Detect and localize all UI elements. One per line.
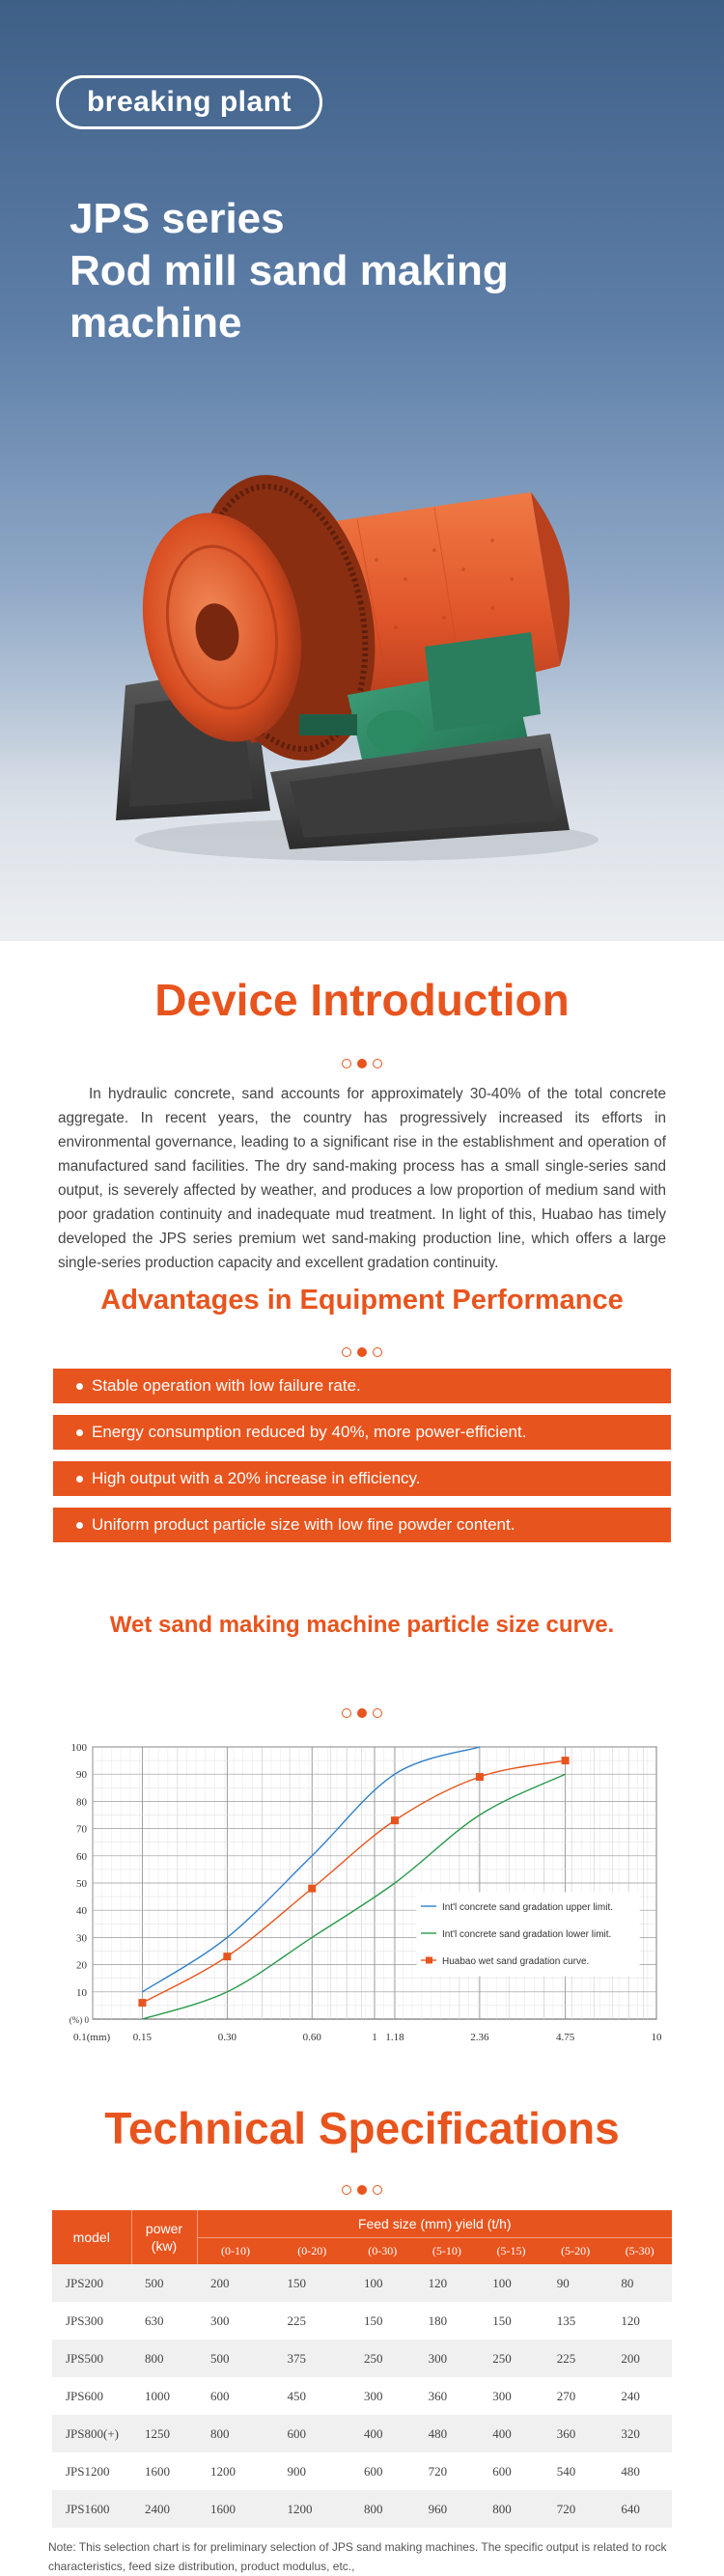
x-tick-label: 10 bbox=[651, 2032, 662, 2043]
power-cell: 800 bbox=[131, 2340, 197, 2377]
decor-dots bbox=[0, 1347, 724, 1357]
yield-cell: 270 bbox=[543, 2377, 608, 2415]
bullet-icon bbox=[76, 1429, 83, 1436]
yield-cell: 120 bbox=[415, 2264, 480, 2302]
advantages-list bbox=[53, 1369, 671, 1542]
model-cell: JPS1200 bbox=[52, 2452, 131, 2490]
yield-cell: 800 bbox=[479, 2490, 543, 2528]
yield-cell: 960 bbox=[415, 2490, 480, 2528]
yield-cell: 300 bbox=[350, 2377, 415, 2415]
model-cell: JPS300 bbox=[52, 2302, 131, 2340]
yield-cell: 200 bbox=[197, 2264, 274, 2302]
dot-icon bbox=[373, 1059, 382, 1068]
advantage-text: High output with a 20% increase in efficiency. bbox=[92, 1469, 421, 1487]
bullet-icon bbox=[76, 1476, 83, 1482]
dot-icon bbox=[342, 1347, 351, 1357]
spec-note: Note: This selection chart is for preliminary selection of JPS sand making machines. The specific output is related to rock characteristics, feed size distribution, product modulus, etc., bbox=[48, 2540, 667, 2573]
intro-heading: Device Introduction bbox=[154, 975, 570, 1025]
dot-icon bbox=[357, 1059, 367, 1068]
x-tick-label: 1.18 bbox=[385, 2032, 404, 2043]
power-cell: 2400 bbox=[131, 2490, 197, 2528]
yield-cell: 300 bbox=[479, 2377, 543, 2415]
yield-cell: 120 bbox=[607, 2302, 672, 2340]
yield-cell: 300 bbox=[415, 2340, 480, 2377]
yield-cell: 200 bbox=[607, 2340, 672, 2377]
y-tick-label: 30 bbox=[76, 1932, 87, 1945]
model-cell: JPS1600 bbox=[52, 2490, 131, 2528]
hero-title-line-3: machine bbox=[70, 299, 242, 346]
spec-table bbox=[52, 2210, 672, 2528]
dot-icon bbox=[357, 2185, 367, 2195]
intro-paragraph: In hydraulic concrete, sand accounts for approximately 30-40% of the total concrete aggregate. In recent years, the country has progressively increased its efforts in environmental governance, leading to a significant rise in the establishment and operation of manufactured sand facilities. The dry sand-making process has a small single-series sand output, is severely affected by weather, and produces a low proportion of medium sand with poor gradation continuity and inadequate mud treatment. In light of this, Huabao has timely developed the JPS series premium wet sand-making production line, which offers a large single-series production capacity and excellent gradation continuity. bbox=[58, 1086, 666, 1271]
y-tick-label: 10 bbox=[76, 1986, 87, 1999]
col-header-size: (5-10) bbox=[415, 2237, 480, 2264]
model-cell: JPS500 bbox=[52, 2340, 131, 2377]
specs-heading: Technical Specifications bbox=[104, 2103, 620, 2153]
y-tick-label: 80 bbox=[76, 1796, 87, 1809]
yield-cell: 600 bbox=[274, 2415, 351, 2452]
hero-title bbox=[70, 193, 509, 349]
yield-cell: 480 bbox=[607, 2452, 672, 2490]
x-tick-label: 2.36 bbox=[470, 2032, 489, 2043]
col-header-model: model bbox=[52, 2210, 131, 2264]
model-cell: JPS200 bbox=[52, 2264, 131, 2302]
y-tick-label: 90 bbox=[76, 1769, 87, 1782]
data-point bbox=[138, 1999, 146, 2007]
col-header-group: Feed size (mm) yield (t/h) bbox=[197, 2210, 672, 2237]
y-tick-label: 20 bbox=[76, 1959, 87, 1972]
yield-cell: 225 bbox=[274, 2302, 351, 2340]
yield-cell: 135 bbox=[543, 2302, 608, 2340]
y-tick-label: 70 bbox=[76, 1823, 87, 1836]
x-origin-label: 0.1(mm) bbox=[73, 2032, 111, 2043]
legend-label: Int'l concrete sand gradation upper limit. bbox=[442, 1902, 614, 1913]
yield-cell: 250 bbox=[350, 2340, 415, 2377]
advantage-text: Uniform product particle size with low fine powder content. bbox=[92, 1515, 515, 1534]
yield-cell: 1200 bbox=[197, 2452, 274, 2490]
yield-cell: 900 bbox=[274, 2452, 351, 2490]
yield-cell: 720 bbox=[415, 2452, 480, 2490]
technical-specifications bbox=[0, 2102, 724, 2576]
advantages-section bbox=[0, 1285, 724, 1542]
advantage-item bbox=[53, 1415, 671, 1450]
col-header-size: (0-30) bbox=[350, 2237, 415, 2264]
x-tick-label: 0.15 bbox=[132, 2032, 153, 2043]
y-tick-label: 100 bbox=[70, 1742, 87, 1754]
dot-icon bbox=[342, 1059, 351, 1068]
y-tick-label: 50 bbox=[76, 1878, 87, 1890]
dot-icon bbox=[373, 2185, 382, 2195]
device-introduction bbox=[0, 974, 724, 1275]
y-tick-label: 60 bbox=[76, 1850, 87, 1863]
table-row bbox=[52, 2264, 672, 2302]
data-point bbox=[476, 1773, 484, 1781]
advantage-item bbox=[53, 1369, 671, 1403]
yield-cell: 400 bbox=[350, 2415, 415, 2452]
y-tick-label: 40 bbox=[76, 1905, 87, 1918]
dot-icon bbox=[373, 1347, 382, 1357]
data-point bbox=[391, 1816, 399, 1824]
hero-title-line-1: JPS series bbox=[70, 195, 285, 242]
legend-label: Int'l concrete sand gradation lower limit. bbox=[442, 1929, 612, 1940]
legend-marker bbox=[426, 1957, 432, 1964]
spec-table-body bbox=[52, 2264, 672, 2528]
yield-cell: 600 bbox=[350, 2452, 415, 2490]
hero-banner bbox=[0, 0, 724, 941]
col-header-size: (5-30) bbox=[607, 2237, 672, 2264]
model-cell: JPS800(+) bbox=[52, 2415, 131, 2452]
yield-cell: 90 bbox=[543, 2264, 608, 2302]
dot-icon bbox=[373, 1708, 382, 1718]
x-tick-label: 0.60 bbox=[302, 2032, 321, 2043]
yield-cell: 150 bbox=[479, 2302, 543, 2340]
rod-mill-machine-image bbox=[106, 425, 608, 869]
power-cell: 1000 bbox=[131, 2377, 197, 2415]
chart-svg bbox=[50, 1733, 678, 2062]
x-tick-label: 0.30 bbox=[217, 2032, 237, 2043]
yield-cell: 1200 bbox=[274, 2490, 351, 2528]
yield-cell: 450 bbox=[274, 2377, 351, 2415]
yield-cell: 1600 bbox=[197, 2490, 274, 2528]
yield-cell: 720 bbox=[543, 2490, 608, 2528]
category-badge: breaking plant bbox=[56, 75, 322, 129]
power-cell: 1250 bbox=[131, 2415, 197, 2452]
power-cell: 630 bbox=[131, 2302, 197, 2340]
yield-cell: 500 bbox=[197, 2340, 274, 2377]
yield-cell: 360 bbox=[543, 2415, 608, 2452]
advantage-item bbox=[53, 1461, 671, 1496]
yield-cell: 360 bbox=[415, 2377, 480, 2415]
dot-icon bbox=[342, 1708, 351, 1718]
power-cell: 500 bbox=[131, 2264, 197, 2302]
yield-cell: 80 bbox=[607, 2264, 672, 2302]
advantage-item bbox=[53, 1508, 671, 1542]
data-point bbox=[562, 1757, 570, 1764]
yield-cell: 180 bbox=[415, 2302, 480, 2340]
yield-cell: 640 bbox=[607, 2490, 672, 2528]
yield-cell: 320 bbox=[607, 2415, 672, 2452]
x-tick-label: 1 bbox=[372, 2032, 377, 2043]
decor-dots bbox=[0, 2185, 724, 2195]
col-header-power: power (kw) bbox=[131, 2210, 197, 2264]
dot-icon bbox=[357, 1708, 367, 1718]
yield-cell: 540 bbox=[543, 2452, 608, 2490]
curve-heading: Wet sand making machine particle size curve. bbox=[109, 1612, 615, 1638]
table-row bbox=[52, 2452, 672, 2490]
yield-cell: 150 bbox=[350, 2302, 415, 2340]
legend-label: Huabao wet sand gradation curve. bbox=[442, 1956, 590, 1967]
yield-cell: 100 bbox=[350, 2264, 415, 2302]
yield-cell: 100 bbox=[479, 2264, 543, 2302]
advantages-heading: Advantages in Equipment Performance bbox=[100, 1285, 624, 1316]
yield-cell: 300 bbox=[197, 2302, 274, 2340]
data-point bbox=[223, 1953, 231, 1960]
yield-cell: 150 bbox=[274, 2264, 351, 2302]
yield-cell: 800 bbox=[350, 2490, 415, 2528]
particle-curve-section bbox=[0, 1612, 724, 2062]
yield-cell: 250 bbox=[479, 2340, 543, 2377]
bullet-icon bbox=[76, 1522, 83, 1529]
col-header-size: (5-20) bbox=[543, 2237, 608, 2264]
table-row bbox=[52, 2302, 672, 2340]
model-cell: JPS600 bbox=[52, 2377, 131, 2415]
particle-size-chart bbox=[50, 1733, 678, 2062]
hero-title-line-2: Rod mill sand making bbox=[70, 247, 509, 294]
advantage-text: Stable operation with low failure rate. bbox=[92, 1376, 361, 1395]
dot-icon bbox=[357, 1347, 367, 1357]
power-cell: 1600 bbox=[131, 2452, 197, 2490]
col-header-size: (0-20) bbox=[274, 2237, 351, 2264]
decor-dots bbox=[0, 1708, 724, 1718]
yield-cell: 400 bbox=[479, 2415, 543, 2452]
table-row bbox=[52, 2490, 672, 2528]
col-header-size: (0-10) bbox=[197, 2237, 274, 2264]
yield-cell: 240 bbox=[607, 2377, 672, 2415]
data-point bbox=[308, 1885, 316, 1893]
advantage-text: Energy consumption reduced by 40%, more power-efficient. bbox=[92, 1423, 527, 1441]
yield-cell: 375 bbox=[274, 2340, 351, 2377]
y-origin-label: (%) 0 bbox=[69, 2015, 89, 2025]
bullet-icon bbox=[76, 1383, 83, 1390]
x-tick-label: 4.75 bbox=[555, 2032, 575, 2043]
table-row bbox=[52, 2377, 672, 2415]
col-header-size: (5-15) bbox=[479, 2237, 543, 2264]
yield-cell: 225 bbox=[543, 2340, 608, 2377]
yield-cell: 600 bbox=[479, 2452, 543, 2490]
dot-icon bbox=[342, 2185, 351, 2195]
table-row bbox=[52, 2415, 672, 2452]
decor-dots bbox=[0, 1059, 724, 1068]
yield-cell: 800 bbox=[197, 2415, 274, 2452]
table-row bbox=[52, 2340, 672, 2377]
yield-cell: 480 bbox=[415, 2415, 480, 2452]
yield-cell: 600 bbox=[197, 2377, 274, 2415]
